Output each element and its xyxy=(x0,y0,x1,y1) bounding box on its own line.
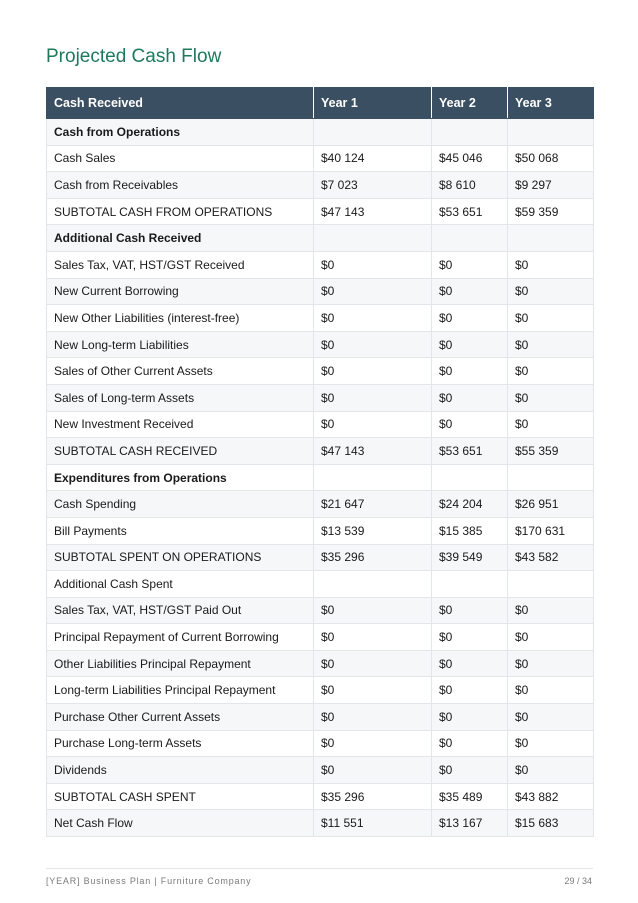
year-1-value: $35 296 xyxy=(314,783,432,810)
year-2-value: $0 xyxy=(432,677,508,704)
year-3-value: $0 xyxy=(508,305,594,332)
table-row xyxy=(47,278,594,305)
row-label: Bill Payments xyxy=(47,517,314,544)
row-label: Cash Spending xyxy=(47,491,314,518)
table-row xyxy=(47,384,594,411)
year-1-value: $0 xyxy=(314,624,432,651)
year-3-value xyxy=(508,119,594,146)
year-1-value xyxy=(314,119,432,146)
year-1-value: $0 xyxy=(314,305,432,332)
year-2-value: $8 610 xyxy=(432,172,508,199)
footer-page-number: 29 / 34 xyxy=(564,876,592,886)
year-2-value xyxy=(432,225,508,252)
row-label: Cash from Operations xyxy=(47,119,314,146)
year-3-value: $0 xyxy=(508,384,594,411)
year-1-value: $47 143 xyxy=(314,198,432,225)
year-1-value: $0 xyxy=(314,650,432,677)
year-3-value: $0 xyxy=(508,251,594,278)
year-2-value: $0 xyxy=(432,704,508,731)
section-row xyxy=(47,119,594,146)
row-label: SUBTOTAL CASH SPENT xyxy=(47,783,314,810)
row-label: Sales of Other Current Assets xyxy=(47,358,314,385)
column-header-year-3: Year 3 xyxy=(508,88,594,119)
section-row xyxy=(47,464,594,491)
year-1-value: $0 xyxy=(314,757,432,784)
table-row xyxy=(47,305,594,332)
column-header-label: Cash Received xyxy=(47,88,314,119)
year-3-value xyxy=(508,225,594,252)
year-3-value: $0 xyxy=(508,677,594,704)
row-label: Purchase Long-term Assets xyxy=(47,730,314,757)
table-row xyxy=(47,704,594,731)
row-label: SUBTOTAL CASH RECEIVED xyxy=(47,438,314,465)
row-label: New Long-term Liabilities xyxy=(47,331,314,358)
year-2-value: $13 167 xyxy=(432,810,508,837)
row-label: Cash Sales xyxy=(47,145,314,172)
year-1-value: $0 xyxy=(314,677,432,704)
year-3-value: $15 683 xyxy=(508,810,594,837)
row-label: New Investment Received xyxy=(47,411,314,438)
cash-flow-table xyxy=(46,87,594,837)
section-row xyxy=(47,225,594,252)
year-1-value: $0 xyxy=(314,384,432,411)
table-row xyxy=(47,438,594,465)
table-row xyxy=(47,544,594,571)
year-3-value: $26 951 xyxy=(508,491,594,518)
footer-divider xyxy=(46,868,593,869)
year-1-value: $47 143 xyxy=(314,438,432,465)
year-2-value: $0 xyxy=(432,278,508,305)
table-row xyxy=(47,571,594,598)
row-label: Sales Tax, VAT, HST/GST Received xyxy=(47,251,314,278)
table-row xyxy=(47,783,594,810)
year-3-value: $0 xyxy=(508,331,594,358)
year-1-value: $13 539 xyxy=(314,517,432,544)
year-2-value: $0 xyxy=(432,331,508,358)
year-2-value xyxy=(432,571,508,598)
year-2-value: $0 xyxy=(432,251,508,278)
year-2-value: $0 xyxy=(432,757,508,784)
row-label: Expenditures from Operations xyxy=(47,464,314,491)
year-3-value: $0 xyxy=(508,411,594,438)
year-3-value: $0 xyxy=(508,704,594,731)
year-3-value: $170 631 xyxy=(508,517,594,544)
row-label: Purchase Other Current Assets xyxy=(47,704,314,731)
row-label: Principal Repayment of Current Borrowing xyxy=(47,624,314,651)
table-row xyxy=(47,597,594,624)
table-row xyxy=(47,517,594,544)
row-label: Additional Cash Received xyxy=(47,225,314,252)
row-label: SUBTOTAL CASH FROM OPERATIONS xyxy=(47,198,314,225)
year-1-value: $0 xyxy=(314,331,432,358)
year-1-value: $11 551 xyxy=(314,810,432,837)
footer-document-title: [YEAR] Business Plan | Furniture Company xyxy=(46,876,252,886)
year-3-value: $0 xyxy=(508,624,594,651)
row-label: New Other Liabilities (interest-free) xyxy=(47,305,314,332)
row-label: Additional Cash Spent xyxy=(47,571,314,598)
year-2-value: $24 204 xyxy=(432,491,508,518)
year-2-value: $0 xyxy=(432,650,508,677)
year-3-value: $0 xyxy=(508,358,594,385)
year-1-value: $0 xyxy=(314,251,432,278)
year-3-value: $9 297 xyxy=(508,172,594,199)
table-row xyxy=(47,730,594,757)
year-1-value: $0 xyxy=(314,597,432,624)
year-2-value: $39 549 xyxy=(432,544,508,571)
year-1-value: $0 xyxy=(314,411,432,438)
year-3-value xyxy=(508,464,594,491)
year-2-value: $0 xyxy=(432,411,508,438)
table-header-row xyxy=(47,88,594,119)
year-1-value: $40 124 xyxy=(314,145,432,172)
year-3-value: $50 068 xyxy=(508,145,594,172)
table-row xyxy=(47,624,594,651)
year-2-value: $0 xyxy=(432,624,508,651)
column-header-year-1: Year 1 xyxy=(314,88,432,119)
year-3-value xyxy=(508,571,594,598)
year-1-value: $21 647 xyxy=(314,491,432,518)
year-2-value: $45 046 xyxy=(432,145,508,172)
year-1-value: $0 xyxy=(314,278,432,305)
year-2-value: $0 xyxy=(432,730,508,757)
year-3-value: $55 359 xyxy=(508,438,594,465)
table-row xyxy=(47,650,594,677)
year-1-value: $35 296 xyxy=(314,544,432,571)
year-2-value: $0 xyxy=(432,305,508,332)
year-3-value: $0 xyxy=(508,730,594,757)
row-label: Other Liabilities Principal Repayment xyxy=(47,650,314,677)
year-1-value: $0 xyxy=(314,358,432,385)
year-2-value: $0 xyxy=(432,597,508,624)
table-row xyxy=(47,757,594,784)
table-row xyxy=(47,411,594,438)
page-title: Projected Cash Flow xyxy=(46,46,222,67)
year-1-value: $7 023 xyxy=(314,172,432,199)
table-row xyxy=(47,491,594,518)
table-row xyxy=(47,810,594,837)
row-label: Long-term Liabilities Principal Repayment xyxy=(47,677,314,704)
table-row xyxy=(47,198,594,225)
column-header-year-2: Year 2 xyxy=(432,88,508,119)
row-label: Sales Tax, VAT, HST/GST Paid Out xyxy=(47,597,314,624)
year-2-value: $53 651 xyxy=(432,198,508,225)
table-row xyxy=(47,145,594,172)
year-1-value xyxy=(314,464,432,491)
row-label: Cash from Receivables xyxy=(47,172,314,199)
row-label: Dividends xyxy=(47,757,314,784)
row-label: New Current Borrowing xyxy=(47,278,314,305)
year-1-value xyxy=(314,571,432,598)
year-1-value: $0 xyxy=(314,730,432,757)
year-1-value: $0 xyxy=(314,704,432,731)
year-2-value: $0 xyxy=(432,384,508,411)
table-row xyxy=(47,172,594,199)
row-label: Sales of Long-term Assets xyxy=(47,384,314,411)
year-2-value xyxy=(432,119,508,146)
row-label: Net Cash Flow xyxy=(47,810,314,837)
table-row xyxy=(47,677,594,704)
year-2-value: $15 385 xyxy=(432,517,508,544)
year-2-value: $0 xyxy=(432,358,508,385)
year-2-value: $53 651 xyxy=(432,438,508,465)
year-3-value: $0 xyxy=(508,597,594,624)
table-row xyxy=(47,358,594,385)
year-2-value: $35 489 xyxy=(432,783,508,810)
year-3-value: $0 xyxy=(508,650,594,677)
year-3-value: $0 xyxy=(508,278,594,305)
year-3-value: $0 xyxy=(508,757,594,784)
table-row xyxy=(47,251,594,278)
year-3-value: $43 582 xyxy=(508,544,594,571)
year-1-value xyxy=(314,225,432,252)
table-body xyxy=(47,119,594,837)
year-3-value: $43 882 xyxy=(508,783,594,810)
row-label: SUBTOTAL SPENT ON OPERATIONS xyxy=(47,544,314,571)
year-3-value: $59 359 xyxy=(508,198,594,225)
table-row xyxy=(47,331,594,358)
year-2-value xyxy=(432,464,508,491)
